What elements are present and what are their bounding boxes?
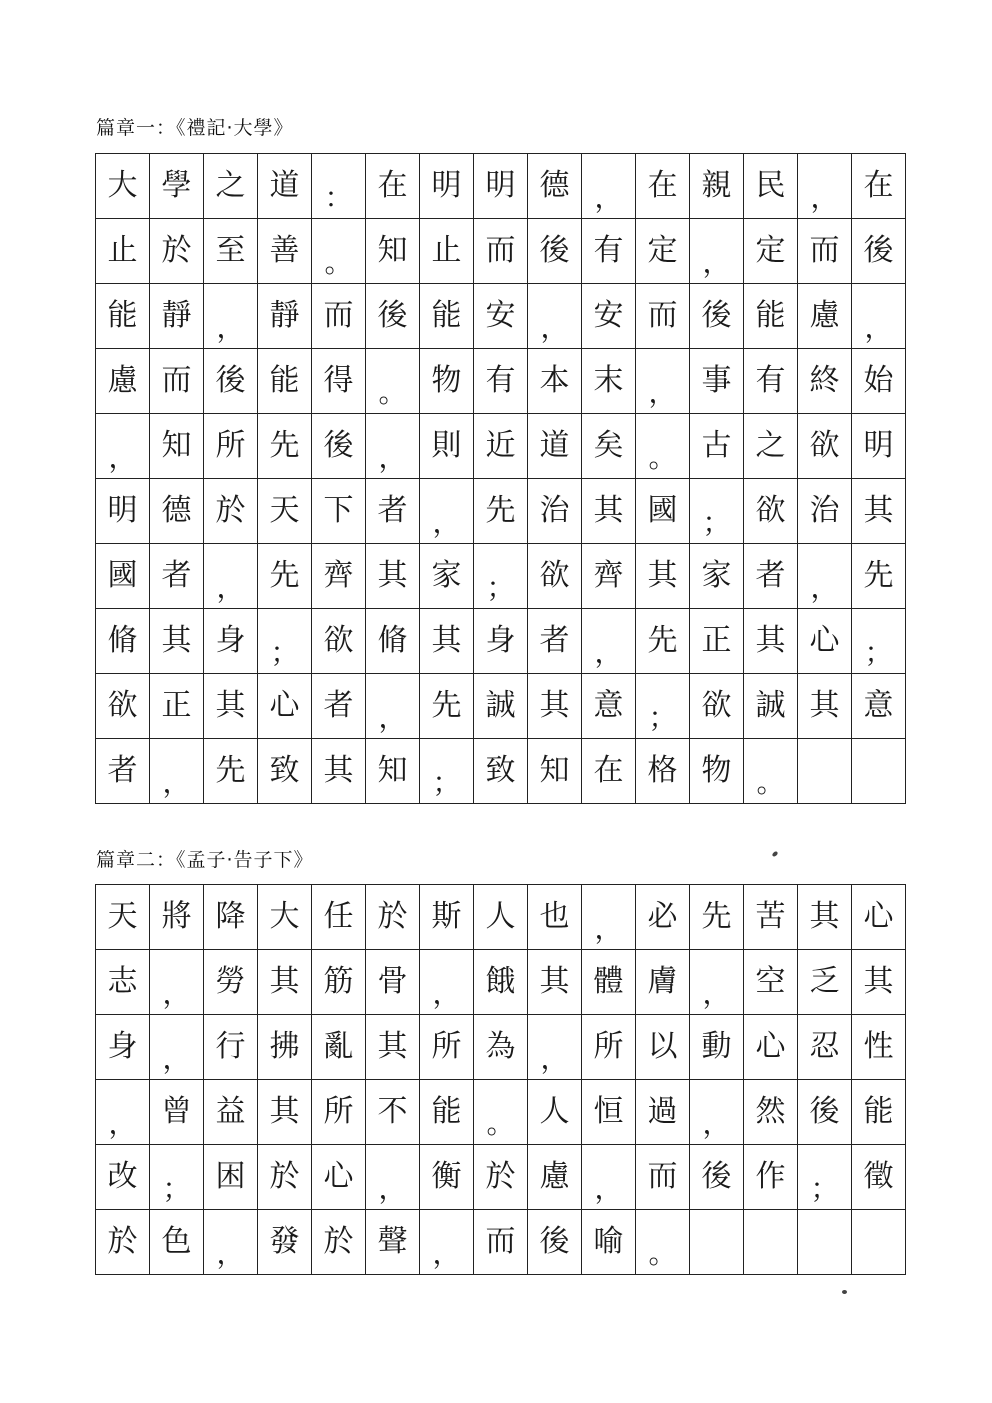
grid-cell: ，: [150, 950, 204, 1015]
grid-cell: 後: [528, 219, 582, 284]
grid-cell: ，: [582, 609, 636, 674]
grid-cell: 動: [690, 1015, 744, 1080]
grid-cell: 於: [258, 1145, 312, 1210]
grid-cell: 道: [258, 154, 312, 219]
grid-cell: 其: [852, 479, 906, 544]
grid-cell: 心: [798, 609, 852, 674]
grid-cell: ，: [204, 284, 258, 349]
grid-cell: 者: [312, 674, 366, 739]
grid-cell: ，: [690, 1080, 744, 1145]
grid-cell: 古: [690, 414, 744, 479]
grid-cell: 。: [636, 1210, 690, 1275]
grid-cell: ，: [366, 414, 420, 479]
grid-cell: 明: [852, 414, 906, 479]
grid-cell: 於: [150, 219, 204, 284]
grid-cell: 益: [204, 1080, 258, 1145]
grid-cell: 喻: [582, 1210, 636, 1275]
grid-row: [96, 674, 906, 739]
grid-cell: 而: [312, 284, 366, 349]
grid-cell: 格: [636, 739, 690, 804]
grid-cell: 能: [852, 1080, 906, 1145]
grid-cell: 勞: [204, 950, 258, 1015]
grid-cell: 始: [852, 349, 906, 414]
grid-cell: 能: [420, 1080, 474, 1145]
grid-cell: 其: [366, 1015, 420, 1080]
grid-cell: 本: [528, 349, 582, 414]
grid-cell: 親: [690, 154, 744, 219]
grid-cell: 道: [528, 414, 582, 479]
grid-cell: 先: [636, 609, 690, 674]
grid-cell: ；: [474, 544, 528, 609]
grid-cell: 其: [312, 739, 366, 804]
grid-cell: 者: [150, 544, 204, 609]
grid-cell: ，: [798, 154, 852, 219]
grid-cell: 齊: [312, 544, 366, 609]
grid-cell: 能: [420, 284, 474, 349]
grid-cell: 齊: [582, 544, 636, 609]
grid-cell: 所: [204, 414, 258, 479]
grid-cell: 者: [96, 739, 150, 804]
grid-cell: 致: [258, 739, 312, 804]
grid-cell: 其: [744, 609, 798, 674]
grid-cell: ，: [582, 154, 636, 219]
grid-cell: 欲: [798, 414, 852, 479]
grid-cell: 拂: [258, 1015, 312, 1080]
grid-row: [96, 1015, 906, 1080]
grid-cell: 誠: [474, 674, 528, 739]
grid-cell: 下: [312, 479, 366, 544]
grid-cell: 意: [582, 674, 636, 739]
grid-cell: 誠: [744, 674, 798, 739]
grid-cell: 後: [690, 1145, 744, 1210]
grid-cell: 體: [582, 950, 636, 1015]
grid-cell: 靜: [258, 284, 312, 349]
grid-cell: 安: [474, 284, 528, 349]
grid-cell: 家: [690, 544, 744, 609]
grid-cell: 困: [204, 1145, 258, 1210]
grid-cell: 必: [636, 885, 690, 950]
grid-cell: 後: [366, 284, 420, 349]
grid-cell: 明: [474, 154, 528, 219]
grid-cell: 定: [636, 219, 690, 284]
grid-cell: 學: [150, 154, 204, 219]
grid-cell: 任: [312, 885, 366, 950]
grid-cell: 曾: [150, 1080, 204, 1145]
grid-cell: 在: [852, 154, 906, 219]
grid-cell: 恒: [582, 1080, 636, 1145]
grid-cell: 慮: [798, 284, 852, 349]
section-1-grid: [95, 153, 906, 804]
grid-cell: 民: [744, 154, 798, 219]
grid-cell: 性: [852, 1015, 906, 1080]
grid-cell: 空: [744, 950, 798, 1015]
grid-cell: 其: [420, 609, 474, 674]
grid-row: [96, 1080, 906, 1145]
grid-cell: 其: [798, 674, 852, 739]
paper-speck: [771, 851, 778, 858]
grid-cell: 先: [204, 739, 258, 804]
grid-cell: 明: [420, 154, 474, 219]
grid-cell: 後: [798, 1080, 852, 1145]
grid-cell: 後: [312, 414, 366, 479]
grid-cell: 其: [150, 609, 204, 674]
grid-cell: 正: [690, 609, 744, 674]
grid-cell: ，: [150, 739, 204, 804]
grid-cell: 慮: [528, 1145, 582, 1210]
grid-cell: 後: [690, 284, 744, 349]
grid-cell: 知: [366, 739, 420, 804]
grid-cell: 先: [420, 674, 474, 739]
grid-cell: ，: [690, 950, 744, 1015]
grid-cell: 膚: [636, 950, 690, 1015]
grid-cell: 改: [96, 1145, 150, 1210]
grid-cell: 止: [420, 219, 474, 284]
grid-cell: 。: [366, 349, 420, 414]
grid-cell: ；: [690, 479, 744, 544]
grid-cell: ，: [420, 1210, 474, 1275]
grid-cell: 先: [690, 885, 744, 950]
grid-cell: 欲: [312, 609, 366, 674]
grid-cell: 致: [474, 739, 528, 804]
grid-cell: ；: [636, 674, 690, 739]
grid-cell: 其: [258, 1080, 312, 1145]
grid-cell: 不: [366, 1080, 420, 1145]
grid-cell: 脩: [366, 609, 420, 674]
grid-cell: ；: [150, 1145, 204, 1210]
grid-cell: 志: [96, 950, 150, 1015]
grid-cell: ：: [312, 154, 366, 219]
grid-cell: [852, 739, 906, 804]
grid-cell: 其: [258, 950, 312, 1015]
grid-cell: 正: [150, 674, 204, 739]
grid-cell: 先: [258, 544, 312, 609]
grid-cell: 徵: [852, 1145, 906, 1210]
grid-cell: 欲: [690, 674, 744, 739]
grid-cell: 末: [582, 349, 636, 414]
grid-cell: 所: [420, 1015, 474, 1080]
grid-row: [96, 349, 906, 414]
grid-row: [96, 219, 906, 284]
grid-cell: [744, 1210, 798, 1275]
grid-cell: 止: [96, 219, 150, 284]
grid-cell: 治: [798, 479, 852, 544]
grid-cell: 物: [690, 739, 744, 804]
grid-cell: 心: [312, 1145, 366, 1210]
grid-cell: 過: [636, 1080, 690, 1145]
grid-cell: 發: [258, 1210, 312, 1275]
grid-cell: 意: [852, 674, 906, 739]
section-2-title: 篇章二：《孟子‧告子下》: [96, 849, 314, 871]
grid-cell: 也: [528, 885, 582, 950]
grid-cell: 物: [420, 349, 474, 414]
grid-row: [96, 414, 906, 479]
grid-cell: 之: [204, 154, 258, 219]
grid-cell: 人: [528, 1080, 582, 1145]
grid-cell: 有: [474, 349, 528, 414]
grid-cell: 。: [474, 1080, 528, 1145]
grid-cell: 德: [528, 154, 582, 219]
grid-cell: 欲: [96, 674, 150, 739]
grid-cell: 先: [852, 544, 906, 609]
grid-cell: 終: [798, 349, 852, 414]
grid-cell: ，: [420, 479, 474, 544]
grid-cell: 其: [852, 950, 906, 1015]
grid-cell: 於: [312, 1210, 366, 1275]
grid-cell: 有: [744, 349, 798, 414]
grid-cell: ，: [852, 284, 906, 349]
grid-cell: 知: [528, 739, 582, 804]
grid-cell: 亂: [312, 1015, 366, 1080]
grid-cell: 乏: [798, 950, 852, 1015]
grid-cell: 筋: [312, 950, 366, 1015]
grid-cell: 其: [204, 674, 258, 739]
grid-cell: ；: [852, 609, 906, 674]
grid-cell: 於: [204, 479, 258, 544]
grid-cell: 心: [744, 1015, 798, 1080]
grid-cell: 家: [420, 544, 474, 609]
grid-cell: ，: [366, 674, 420, 739]
section-1-title: 篇章一：《禮記‧大學》: [96, 117, 294, 139]
grid-cell: ，: [204, 544, 258, 609]
grid-cell: 於: [366, 885, 420, 950]
grid-cell: ；: [258, 609, 312, 674]
grid-cell: 而: [474, 1210, 528, 1275]
grid-cell: 知: [150, 414, 204, 479]
grid-cell: 在: [636, 154, 690, 219]
grid-cell: ，: [96, 414, 150, 479]
grid-cell: 忍: [798, 1015, 852, 1080]
grid-cell: 近: [474, 414, 528, 479]
grid-cell: 知: [366, 219, 420, 284]
grid-row: [96, 284, 906, 349]
grid-cell: 大: [258, 885, 312, 950]
grid-cell: 之: [744, 414, 798, 479]
grid-cell: 國: [96, 544, 150, 609]
grid-cell: 餓: [474, 950, 528, 1015]
grid-cell: 而: [474, 219, 528, 284]
grid-cell: 人: [474, 885, 528, 950]
grid-cell: 其: [528, 674, 582, 739]
grid-cell: 於: [96, 1210, 150, 1275]
grid-row: [96, 609, 906, 674]
grid-cell: [852, 1210, 906, 1275]
grid-cell: 其: [798, 885, 852, 950]
grid-cell: 為: [474, 1015, 528, 1080]
grid-cell: 其: [366, 544, 420, 609]
grid-cell: 其: [636, 544, 690, 609]
grid-cell: ，: [582, 1145, 636, 1210]
grid-cell: 德: [150, 479, 204, 544]
grid-cell: 治: [528, 479, 582, 544]
grid-cell: 欲: [744, 479, 798, 544]
grid-cell: 苦: [744, 885, 798, 950]
grid-cell: [798, 1210, 852, 1275]
grid-cell: 行: [204, 1015, 258, 1080]
grid-cell: 天: [258, 479, 312, 544]
grid-cell: 者: [528, 609, 582, 674]
grid-cell: 先: [258, 414, 312, 479]
grid-cell: 能: [744, 284, 798, 349]
grid-cell: 有: [582, 219, 636, 284]
grid-cell: ，: [420, 950, 474, 1015]
grid-cell: 能: [258, 349, 312, 414]
grid-cell: 而: [636, 284, 690, 349]
grid-cell: 者: [366, 479, 420, 544]
grid-cell: 身: [96, 1015, 150, 1080]
grid-cell: 聲: [366, 1210, 420, 1275]
grid-row: [96, 544, 906, 609]
grid-cell: 後: [852, 219, 906, 284]
grid-cell: ，: [582, 885, 636, 950]
grid-cell: ，: [204, 1210, 258, 1275]
grid-row: [96, 1210, 906, 1275]
grid-cell: 身: [204, 609, 258, 674]
grid-cell: 所: [582, 1015, 636, 1080]
grid-cell: [798, 739, 852, 804]
grid-cell: 慮: [96, 349, 150, 414]
section-2-grid: [95, 884, 906, 1275]
grid-cell: 善: [258, 219, 312, 284]
grid-cell: 國: [636, 479, 690, 544]
grid-cell: 。: [312, 219, 366, 284]
grid-cell: ；: [798, 1145, 852, 1210]
grid-cell: 身: [474, 609, 528, 674]
grid-cell: 衡: [420, 1145, 474, 1210]
grid-cell: ，: [528, 1015, 582, 1080]
grid-cell: 定: [744, 219, 798, 284]
grid-row: [96, 950, 906, 1015]
grid-cell: 明: [96, 479, 150, 544]
grid-cell: 事: [690, 349, 744, 414]
grid-cell: 所: [312, 1080, 366, 1145]
grid-cell: 能: [96, 284, 150, 349]
grid-cell: 欲: [528, 544, 582, 609]
grid-cell: 而: [636, 1145, 690, 1210]
grid-cell: 其: [528, 950, 582, 1015]
grid-cell: 先: [474, 479, 528, 544]
grid-cell: 靜: [150, 284, 204, 349]
grid-cell: 而: [798, 219, 852, 284]
grid-cell: 者: [744, 544, 798, 609]
grid-cell: 天: [96, 885, 150, 950]
grid-cell: ，: [690, 219, 744, 284]
grid-cell: 矣: [582, 414, 636, 479]
grid-cell: 心: [258, 674, 312, 739]
grid-cell: 然: [744, 1080, 798, 1145]
grid-cell: ，: [366, 1145, 420, 1210]
grid-row: [96, 885, 906, 950]
grid-cell: 。: [636, 414, 690, 479]
grid-cell: 則: [420, 414, 474, 479]
grid-cell: 在: [582, 739, 636, 804]
grid-cell: [690, 1210, 744, 1275]
grid-cell: 而: [150, 349, 204, 414]
grid-cell: 後: [204, 349, 258, 414]
grid-cell: ；: [420, 739, 474, 804]
grid-cell: 以: [636, 1015, 690, 1080]
grid-cell: 其: [582, 479, 636, 544]
grid-cell: 大: [96, 154, 150, 219]
grid-cell: 心: [852, 885, 906, 950]
grid-cell: ，: [636, 349, 690, 414]
grid-cell: 脩: [96, 609, 150, 674]
grid-cell: 。: [744, 739, 798, 804]
grid-row: [96, 154, 906, 219]
grid-cell: 降: [204, 885, 258, 950]
grid-cell: 斯: [420, 885, 474, 950]
grid-row: [96, 1145, 906, 1210]
grid-cell: 骨: [366, 950, 420, 1015]
grid-cell: 至: [204, 219, 258, 284]
grid-cell: 將: [150, 885, 204, 950]
grid-row: [96, 479, 906, 544]
grid-cell: 色: [150, 1210, 204, 1275]
grid-cell: ，: [150, 1015, 204, 1080]
grid-cell: 安: [582, 284, 636, 349]
grid-cell: ，: [798, 544, 852, 609]
paper-speck: [842, 1290, 847, 1294]
grid-cell: ，: [96, 1080, 150, 1145]
grid-row: [96, 739, 906, 804]
grid-cell: ，: [528, 284, 582, 349]
grid-cell: 在: [366, 154, 420, 219]
grid-cell: 後: [528, 1210, 582, 1275]
grid-cell: 於: [474, 1145, 528, 1210]
grid-cell: 得: [312, 349, 366, 414]
grid-cell: 作: [744, 1145, 798, 1210]
